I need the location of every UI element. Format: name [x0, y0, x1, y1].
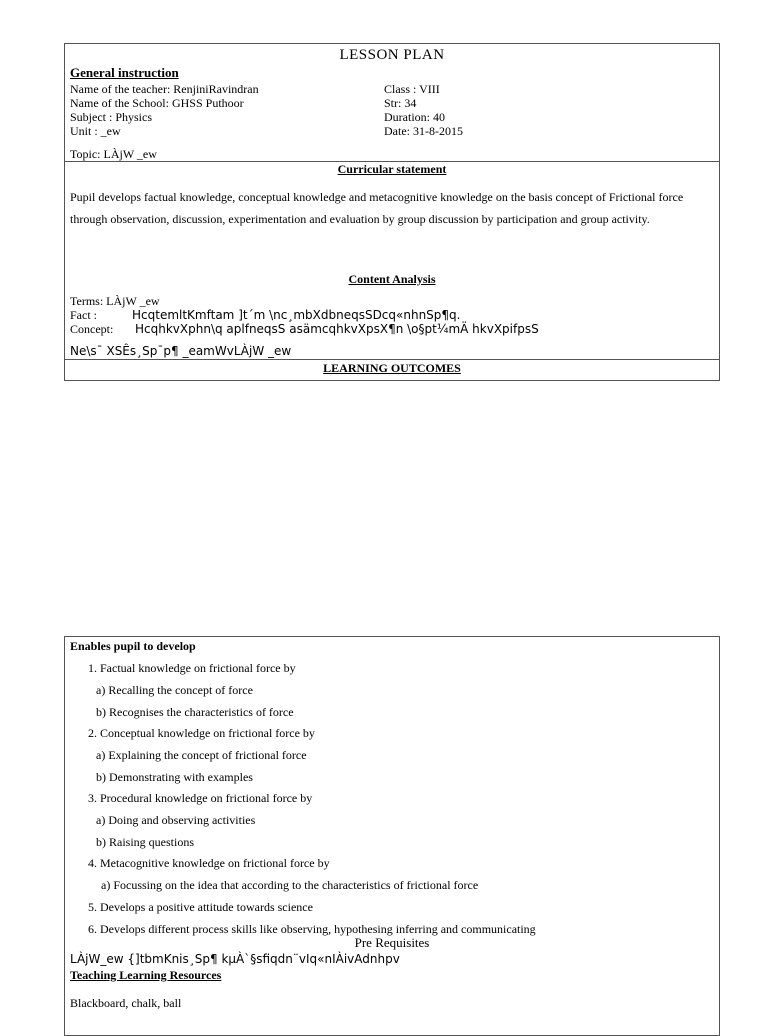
list-item: b) Raising questions: [96, 835, 194, 849]
fact-text: HcqtemltKmftam ]t´m \nc¸mbXdbneqsSDcq«nhnSp¶q.: [132, 308, 461, 322]
strength: Str: 34: [384, 96, 417, 110]
teacher-name: Name of the teacher: RenjiniRavindran: [70, 82, 259, 96]
list-item: 5. Develops a positive attitude towards science: [88, 900, 313, 914]
list-item: a) Recalling the concept of force: [96, 683, 253, 697]
concept-text: HcqhkvXphn\q aplfneqsS asämcqhkvXpsX¶n \o§pt¼mÄ hkvXpifpsS: [135, 322, 539, 336]
divider: [65, 359, 719, 360]
list-item: b) Recognises the characteristics of force: [96, 705, 294, 719]
resources-text: Blackboard, chalk, ball: [70, 996, 182, 1010]
duration: Duration: 40: [384, 110, 445, 124]
unit: Unit : _ew: [70, 124, 121, 138]
school-name: Name of the School: GHSS Puthoor: [70, 96, 244, 110]
lesson-plan-header-box: [64, 43, 720, 381]
list-item: a) Focussing on the idea that according to the characteristics of frictional force: [101, 878, 479, 892]
date: Date: 31-8-2015: [384, 124, 463, 138]
curricular-heading: Curricular statement: [337, 162, 447, 176]
list-item: a) Doing and observing activities: [96, 813, 256, 827]
curricular-line-2: through observation, discussion, experimentation and evaluation by group discussion by participation and group activity.: [70, 212, 650, 226]
general-instruction-heading: General instruction: [70, 65, 179, 80]
list-item: b) Demonstrating with examples: [96, 770, 253, 784]
fact-label: Fact :: [70, 308, 97, 322]
list-item: a) Explaining the concept of frictional force: [96, 748, 307, 762]
content-analysis-heading: Content Analysis: [348, 272, 436, 286]
resources-heading: Teaching Learning Resources: [70, 968, 222, 982]
prerequisites-heading: Pre Requisites: [354, 935, 430, 950]
list-item: 6. Develops different process skills like observing, hypothesing inferring and communicating: [88, 922, 536, 936]
page-title: LESSON PLAN: [339, 47, 445, 63]
curricular-line-1: Pupil develops factual knowledge, conceptual knowledge and metacognitive knowledge on the basis concept of Frictional force: [70, 190, 684, 204]
class: Class : VIII: [384, 82, 440, 96]
concept-text-line-2: Ne\s¯ XSÊs¸Sp¯p¶ _eamWvLÀjW _ew: [70, 344, 292, 358]
learning-outcomes-heading: LEARNING OUTCOMES: [323, 361, 461, 375]
learning-outcomes-box: [64, 636, 720, 1036]
prerequisites-text: LÀjW_ew {]tbmKnis¸Sp¶ kµÀ`§sfiqdn¨vIq«nIÀivAdnhpv: [70, 952, 400, 966]
list-item: 2. Conceptual knowledge on frictional force by: [88, 726, 315, 740]
topic: Topic: LÀjW _ew: [70, 147, 157, 161]
concept-label: Concept:: [70, 322, 114, 336]
list-item: 1. Factual knowledge on frictional force by: [88, 661, 296, 675]
outcomes-intro: Enables pupil to develop: [70, 639, 196, 653]
terms: Terms: LÀjW _ew: [70, 294, 160, 308]
list-item: 3. Procedural knowledge on frictional force by: [88, 791, 313, 805]
list-item: 4. Metacognitive knowledge on frictional force by: [88, 856, 330, 870]
subject: Subject : Physics: [70, 110, 153, 124]
